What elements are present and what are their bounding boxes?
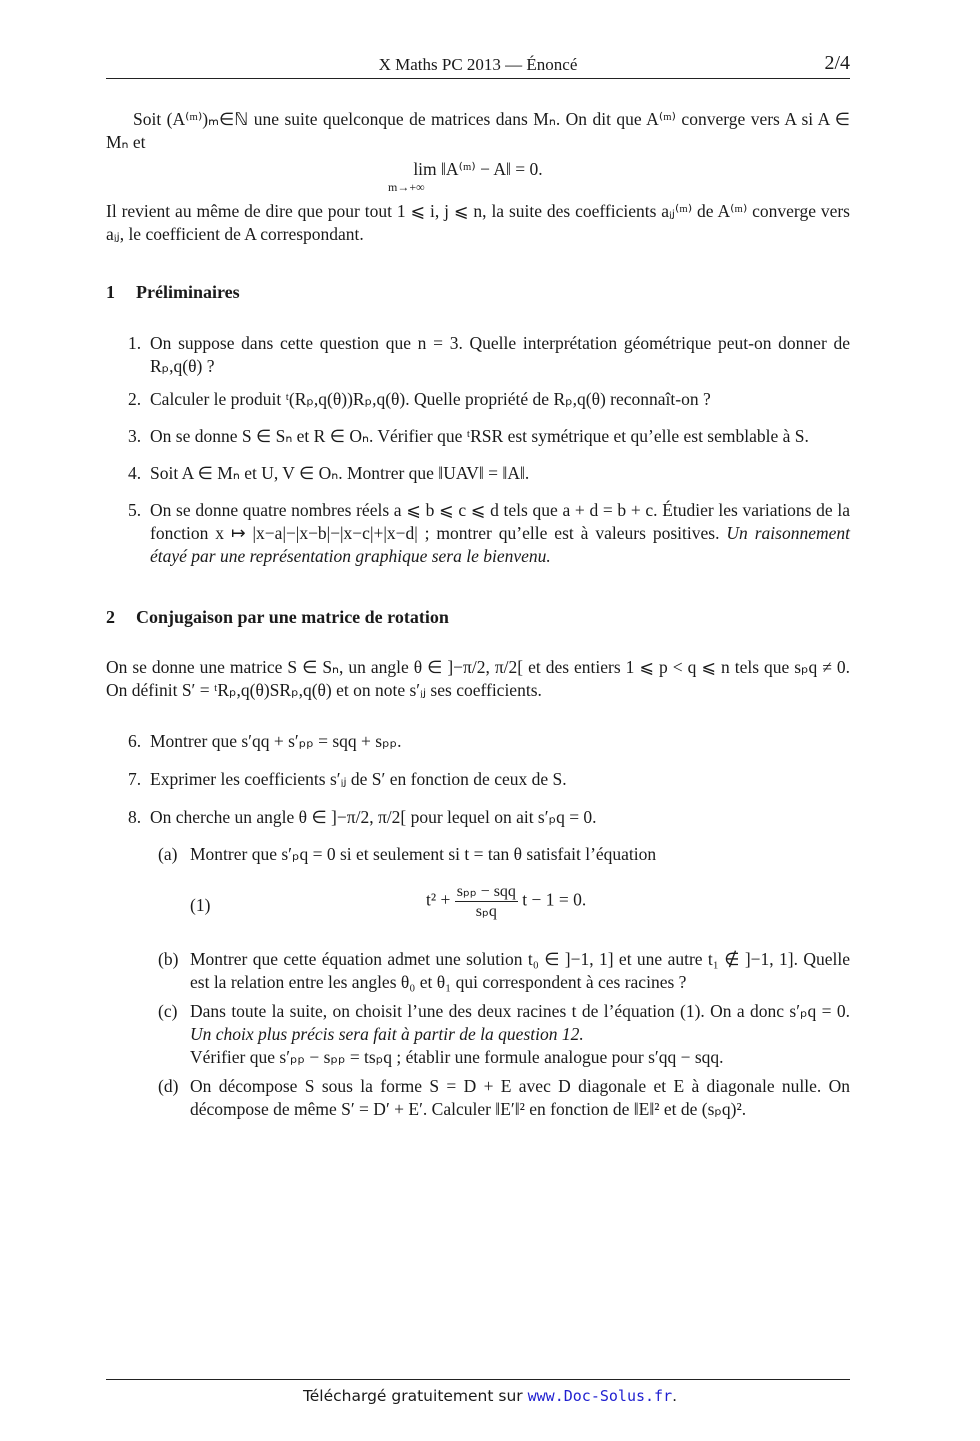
intro-paragraph-1: Soit (A⁽ᵐ⁾)ₘ∈ℕ une suite quelconque de matrices dans Mₙ. On dit que A⁽ᵐ⁾ converge vers A si A ∈ Mₙ et: [106, 109, 850, 152]
question-5: [106, 499, 850, 568]
question-2: [106, 388, 850, 411]
question-number: 6.: [128, 731, 142, 751]
question-number: 7.: [128, 769, 142, 789]
section-1-title: Préliminaires: [136, 282, 240, 302]
footer-link[interactable]: www.Doc-Solus.fr: [527, 1387, 673, 1405]
question-text: On cherche un angle θ ∈ ]−π/2, π/2[ pour lequel on ait s′ₚq = 0.: [150, 807, 597, 827]
section-1-heading: [106, 281, 850, 304]
question-text: Calculer le produit ᵗ(Rₚ,q(θ))Rₚ,q(θ). Quelle propriété de Rₚ,q(θ) reconnaît-on ?: [150, 389, 711, 409]
equation-rhs: t − 1 = 0.: [522, 889, 587, 910]
footer-rule: [106, 1379, 850, 1380]
section-1-number: 1: [106, 282, 115, 302]
page-header: [106, 52, 850, 79]
question-text: On se donne S ∈ Sₙ et R ∈ Oₙ. Vérifier que ᵗRSR est symétrique et qu’elle est semblable à S.: [150, 426, 809, 446]
equation-1: [106, 882, 850, 928]
limit-subscript: m→+∞: [388, 180, 425, 194]
question-1: [106, 332, 850, 378]
question-text: On se donne quatre nombres réels a ⩽ b ⩽ c ⩽ d tels que a + d = b + c. Étudier les variations de la fonction x ↦ |x−a|−|x−b|−|x−c|+|x−d| ; montrer qu’elle est à valeurs positives.: [150, 500, 850, 543]
subpart-b: [106, 948, 850, 994]
subpart-text: On décompose S sous la forme S = D + E avec D diagonale et E à diagonale nulle. On décompose de même S′ = D′ + E′. Calculer ‖E′‖² en fonction de ‖E‖² et de (sₚq)².: [190, 1076, 850, 1119]
question-4: [106, 462, 850, 485]
fraction-numerator: sₚₚ − sqq: [456, 883, 516, 900]
question-8: [106, 806, 850, 829]
question-3: [106, 425, 850, 448]
document-body: [106, 108, 850, 1121]
question-8-subparts-continued: [106, 948, 850, 1121]
subpart-text: Dans toute la suite, on choisit l’une des deux racines t de l’équation (1). On a donc s′ₚq = 0.: [190, 1001, 850, 1021]
question-number: 5.: [128, 500, 142, 520]
subpart-text: Montrer que s′ₚq = 0 si et seulement si t = tan θ satisfait l’équation: [190, 844, 657, 864]
fraction-denominator: sₚq: [475, 903, 497, 920]
question-text: Soit A ∈ Mₙ et U, V ∈ Oₙ. Montrer que ‖UAV‖ = ‖A‖.: [150, 463, 530, 483]
equation-fraction: [455, 882, 518, 921]
limit-formula: [106, 158, 850, 200]
subpart-text: Montrer que cette équation admet une solution t₀ ∈ ]−1, 1] et une autre t₁ ∉ ]−1, 1]. Quelle est la relation entre les angles θ₀ et θ₁ qui correspondent à ces racines ?: [190, 949, 850, 992]
question-number: 4.: [128, 463, 142, 483]
subpart-c-text-2: Vérifier que s′ₚₚ − sₚₚ = tsₚq ; établir une formule analogue pour s′qq − sqq.: [190, 1047, 724, 1067]
section-2-intro: On se donne une matrice S ∈ Sₙ, un angle θ ∈ ]−π/2, π/2[ et des entiers 1 ⩽ p < q ⩽ n tels que sₚq ≠ 0. On définit S′ = ᵗRₚ,q(θ)SRₚ,q(θ) et on note s′ᵢⱼ ses coefficients.: [106, 657, 850, 700]
question-number: 1.: [128, 333, 142, 353]
section-1-questions: [106, 332, 850, 568]
section-2-number: 2: [106, 607, 115, 627]
page-number: 2/4: [824, 52, 850, 74]
question-5-italic-note: Un raisonnement étayé par une représentation graphique sera le bienvenu.: [150, 523, 851, 566]
equation-label: (1): [190, 895, 211, 915]
section-2-title: Conjugaison par une matrice de rotation: [136, 607, 449, 627]
question-number: 8.: [128, 807, 142, 827]
subpart-label: (d): [158, 1076, 179, 1096]
question-8-subparts: [106, 843, 850, 866]
subpart-label: (a): [158, 844, 178, 864]
equation-lhs: t² +: [426, 889, 451, 910]
question-number: 3.: [128, 426, 142, 446]
subpart-label: (c): [158, 1001, 178, 1021]
question-number: 2.: [128, 389, 142, 409]
question-text: Montrer que s′qq + s′ₚₚ = sqq + sₚₚ.: [150, 731, 402, 751]
header-title: X Maths PC 2013 — Énoncé: [378, 55, 578, 74]
subpart-c: [106, 1000, 850, 1069]
question-text: Exprimer les coefficients s′ᵢⱼ de S′ en fonction de ceux de S.: [150, 769, 567, 789]
limit-formula-text: lim ‖A⁽ᵐ⁾ − A‖ = 0.: [413, 159, 543, 179]
section-2-questions: [106, 730, 850, 829]
subpart-label: (b): [158, 949, 179, 969]
question-7: [106, 768, 850, 791]
footer-prefix: Téléchargé gratuitement sur: [302, 1387, 523, 1405]
equation-body: [426, 882, 586, 921]
question-text: On suppose dans cette question que n = 3. Quelle interprétation géométrique peut-on donner de Rₚ,q(θ) ?: [150, 333, 850, 376]
footer-suffix: .: [672, 1387, 678, 1405]
page-footer: [0, 1387, 980, 1405]
intro-paragraph-2: Il revient au même de dire que pour tout 1 ⩽ i, j ⩽ n, la suite des coefficients aᵢⱼ⁽ᵐ⁾ de A⁽ᵐ⁾ converge vers aᵢⱼ, le coefficient de A correspondant.: [106, 201, 850, 244]
subpart-a: [106, 843, 850, 866]
section-2-heading: [106, 606, 850, 629]
subpart-c-italic-note: Un choix plus précis sera fait à partir de la question 12.: [190, 1024, 584, 1044]
question-6: [106, 730, 850, 753]
subpart-d: [106, 1075, 850, 1121]
